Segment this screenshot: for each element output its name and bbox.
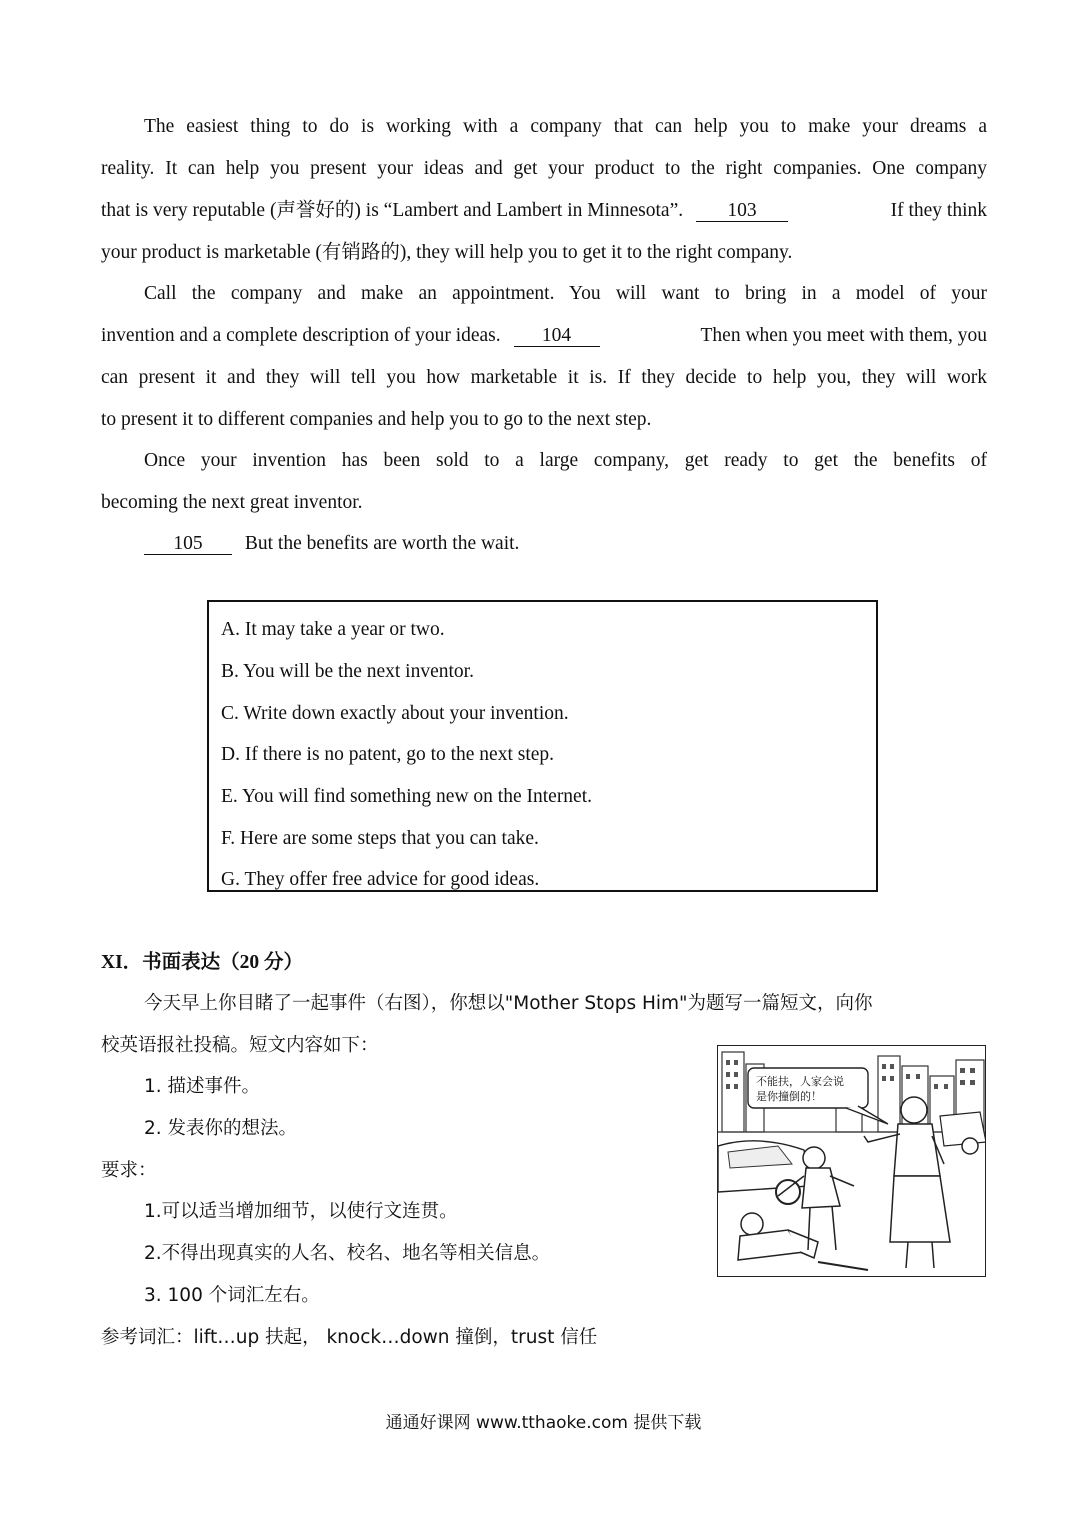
options-box — [207, 600, 878, 892]
para1-line3 — [101, 199, 987, 223]
section-intro-line2: 校英语报社投稿。短文内容如下： — [101, 1035, 379, 1056]
para2-line2 — [101, 324, 987, 348]
para1-line3-text: that is very reputable (声誉好的) is “Lambert and Lambert in Minnesota”. — [101, 200, 684, 221]
para1-line3-end: If they think — [890, 200, 987, 221]
blank-105: 105 — [144, 534, 232, 555]
option-c: C. Write down exactly about your invention. — [221, 703, 569, 724]
task-item-2: 2. 发表你的想法。 — [144, 1118, 298, 1139]
requirement-3: 3. 100 个词汇左右。 — [144, 1285, 320, 1306]
blank-103: 103 — [696, 201, 788, 222]
section-intro-line1: 今天早上你目睹了一起事件（右图），你想以"Mother Stops Him"为题写一篇短文，向你 — [144, 993, 873, 1014]
para3-line2: becoming the next great inventor. — [101, 492, 363, 513]
option-g: G. They offer free advice for good ideas. — [221, 869, 540, 890]
option-f: F. Here are some steps that you can take. — [221, 828, 539, 849]
para2-line2-end: Then when you meet with them, you — [700, 325, 987, 346]
para1-line2: reality. It can help you present your ideas and get your product to the right companies. One company — [101, 158, 987, 179]
para2-line3: can present it and they will tell you how marketable it is. If they decide to help you, they will work — [101, 367, 987, 388]
option-b: B. You will be the next inventor. — [221, 661, 474, 682]
requirements-label: 要求： — [101, 1160, 157, 1181]
para3-line1: Once your invention has been sold to a large company, get ready to get the benefits of — [144, 450, 987, 471]
para4-line — [144, 532, 1030, 556]
footer: 通通好课网 www.tthaoke.com 提供下载 — [385, 1413, 702, 1433]
para4-text: But the benefits are worth the wait. — [244, 533, 520, 554]
speech-bubble-line1: 不能扶，人家会说 — [756, 1075, 844, 1088]
requirement-1: 1.可以适当增加细节，以使行文连贯。 — [144, 1201, 458, 1222]
para2-line1: Call the company and make an appointment. You will want to bring in a model of your — [144, 283, 987, 304]
option-a: A. It may take a year or two. — [221, 619, 445, 640]
section-heading: XI．书面表达（20 分） — [101, 952, 304, 973]
cartoon-illustration — [717, 1045, 986, 1277]
speech-bubble-line2: 是你撞倒的！ — [756, 1090, 822, 1103]
para2-line2-text: invention and a complete description of your ideas. — [101, 325, 501, 346]
cartoon-drawing — [718, 1046, 986, 1277]
para1-line4: your product is marketable (有销路的), they will help you to get it to the right company. — [101, 242, 793, 263]
requirement-2: 2.不得出现真实的人名、校名、地名等相关信息。 — [144, 1243, 551, 1264]
option-d: D. If there is no patent, go to the next step. — [221, 744, 555, 765]
reference-vocabulary: 参考词汇：lift…up 扶起， knock…down 撞倒，trust 信任 — [101, 1327, 598, 1348]
para1-line1: The easiest thing to do is working with a company that can help you to make your dreams a — [144, 116, 987, 137]
option-e: E. You will find something new on the Internet. — [221, 786, 593, 807]
task-item-1: 1. 描述事件。 — [144, 1076, 261, 1097]
blank-104: 104 — [514, 326, 600, 347]
para2-line4: to present it to different companies and help you to go to the next step. — [101, 409, 652, 430]
